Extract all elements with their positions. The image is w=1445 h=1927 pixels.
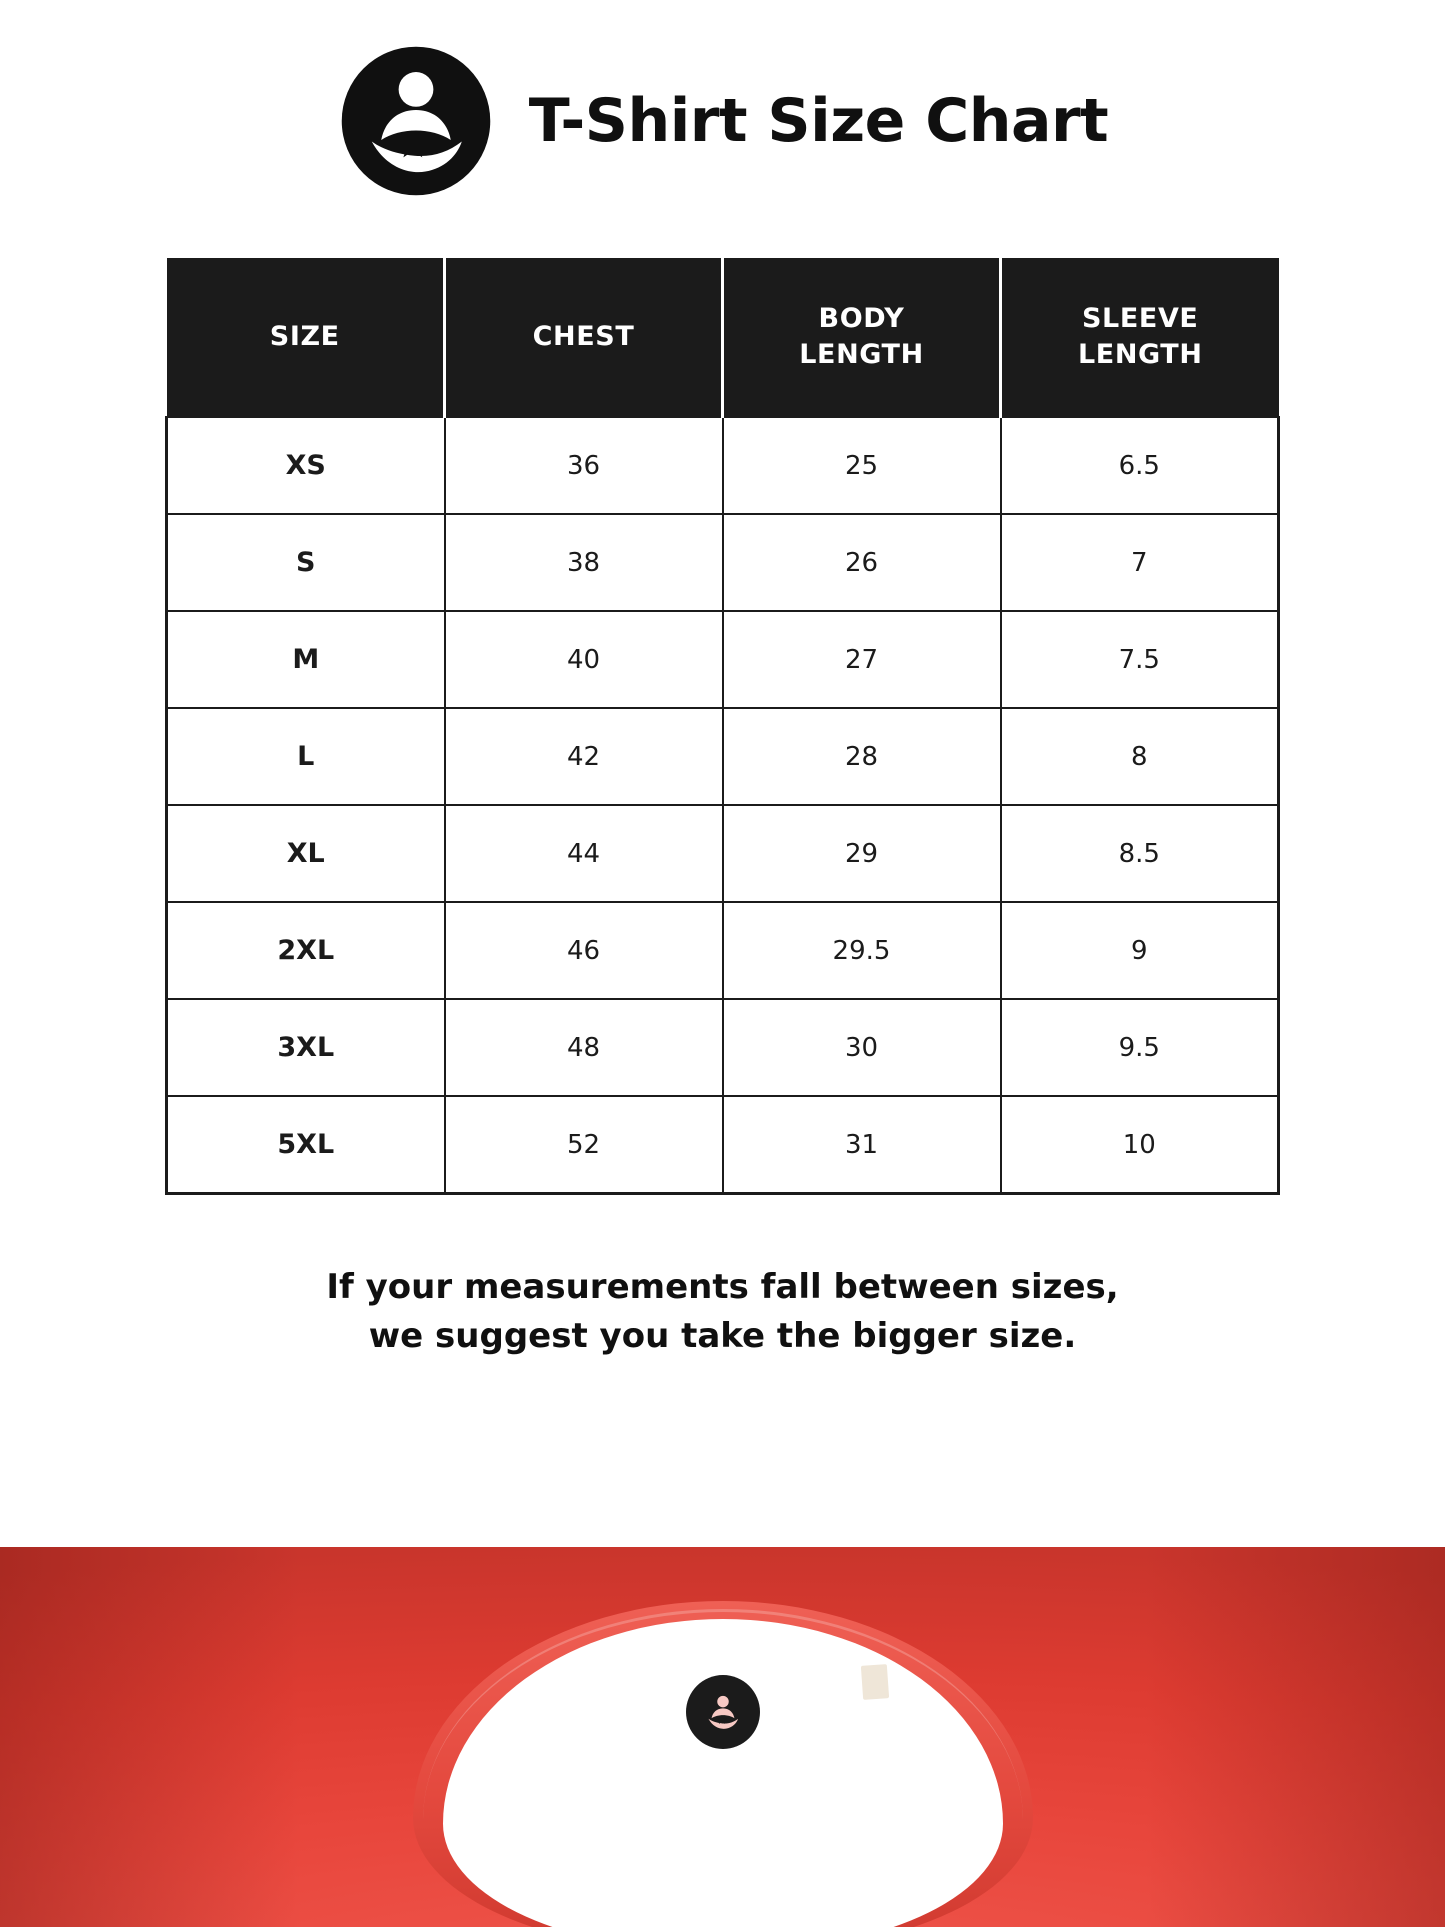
cell-chest: 38 — [445, 514, 723, 611]
table-row — [167, 999, 1279, 1096]
cell-chest: 46 — [445, 902, 723, 999]
cell-size: M — [167, 611, 445, 708]
table-row — [167, 708, 1279, 805]
sizing-note-line2: we suggest you take the bigger size. — [368, 1316, 1077, 1357]
table-row — [167, 611, 1279, 708]
size-table-head — [167, 258, 1279, 417]
cell-sleeve-length: 9.5 — [1001, 999, 1279, 1096]
cell-sleeve-length: 7.5 — [1001, 611, 1279, 708]
cell-size: 3XL — [167, 999, 445, 1096]
column-header-sleeve-length-line1: SLEEVE — [1082, 302, 1199, 334]
column-header-body-length-line1: BODY — [818, 302, 905, 334]
column-header-body-length — [723, 258, 1001, 417]
cell-size: XL — [167, 805, 445, 902]
cell-sleeve-length: 10 — [1001, 1096, 1279, 1194]
cell-body-length: 30 — [723, 999, 1001, 1096]
cell-sleeve-length: 8 — [1001, 708, 1279, 805]
cell-chest: 42 — [445, 708, 723, 805]
column-header-chest-line1: CHEST — [532, 320, 635, 352]
cell-chest: 36 — [445, 417, 723, 514]
page-title: T-Shirt Size Chart — [528, 86, 1109, 156]
shirt-shadow-right — [1145, 1547, 1445, 1927]
cell-body-length: 29.5 — [723, 902, 1001, 999]
size-table-body — [167, 417, 1279, 1194]
cell-size: S — [167, 514, 445, 611]
brand-person-logo-icon — [686, 1675, 760, 1749]
page-header — [0, 0, 1445, 210]
cell-size: 5XL — [167, 1096, 445, 1194]
cell-chest: 40 — [445, 611, 723, 708]
red-tshirt-collar-photo — [0, 1547, 1445, 1927]
cell-sleeve-length: 7 — [1001, 514, 1279, 611]
brand-person-logo-icon — [337, 42, 495, 200]
cell-body-length: 31 — [723, 1096, 1001, 1194]
table-header-row — [167, 258, 1279, 417]
column-header-size — [167, 258, 445, 417]
cell-sleeve-length: 6.5 — [1001, 417, 1279, 514]
cell-size: L — [167, 708, 445, 805]
column-header-chest — [445, 258, 723, 417]
cell-size: 2XL — [167, 902, 445, 999]
cell-size: XS — [167, 417, 445, 514]
size-table — [165, 258, 1280, 1195]
cell-body-length: 27 — [723, 611, 1001, 708]
sizing-note — [123, 1263, 1323, 1362]
column-header-sleeve-length — [1001, 258, 1279, 417]
cell-chest: 44 — [445, 805, 723, 902]
cell-chest: 52 — [445, 1096, 723, 1194]
cell-body-length: 25 — [723, 417, 1001, 514]
column-header-size-line1: SIZE — [269, 320, 340, 352]
care-label-tag — [861, 1664, 889, 1700]
size-table-wrapper — [165, 258, 1280, 1195]
column-header-sleeve-length-line2: LENGTH — [1077, 339, 1203, 370]
table-row — [167, 514, 1279, 611]
table-row — [167, 1096, 1279, 1194]
table-row — [167, 805, 1279, 902]
sizing-note-line1: If your measurements fall between sizes, — [326, 1267, 1119, 1307]
cell-sleeve-length: 8.5 — [1001, 805, 1279, 902]
table-row — [167, 902, 1279, 999]
cell-body-length: 28 — [723, 708, 1001, 805]
cell-sleeve-length: 9 — [1001, 902, 1279, 999]
table-row — [167, 417, 1279, 514]
cell-body-length: 29 — [723, 805, 1001, 902]
shirt-shadow-left — [0, 1547, 300, 1927]
cell-chest: 48 — [445, 999, 723, 1096]
column-header-body-length-line2: LENGTH — [799, 339, 924, 370]
cell-body-length: 26 — [723, 514, 1001, 611]
